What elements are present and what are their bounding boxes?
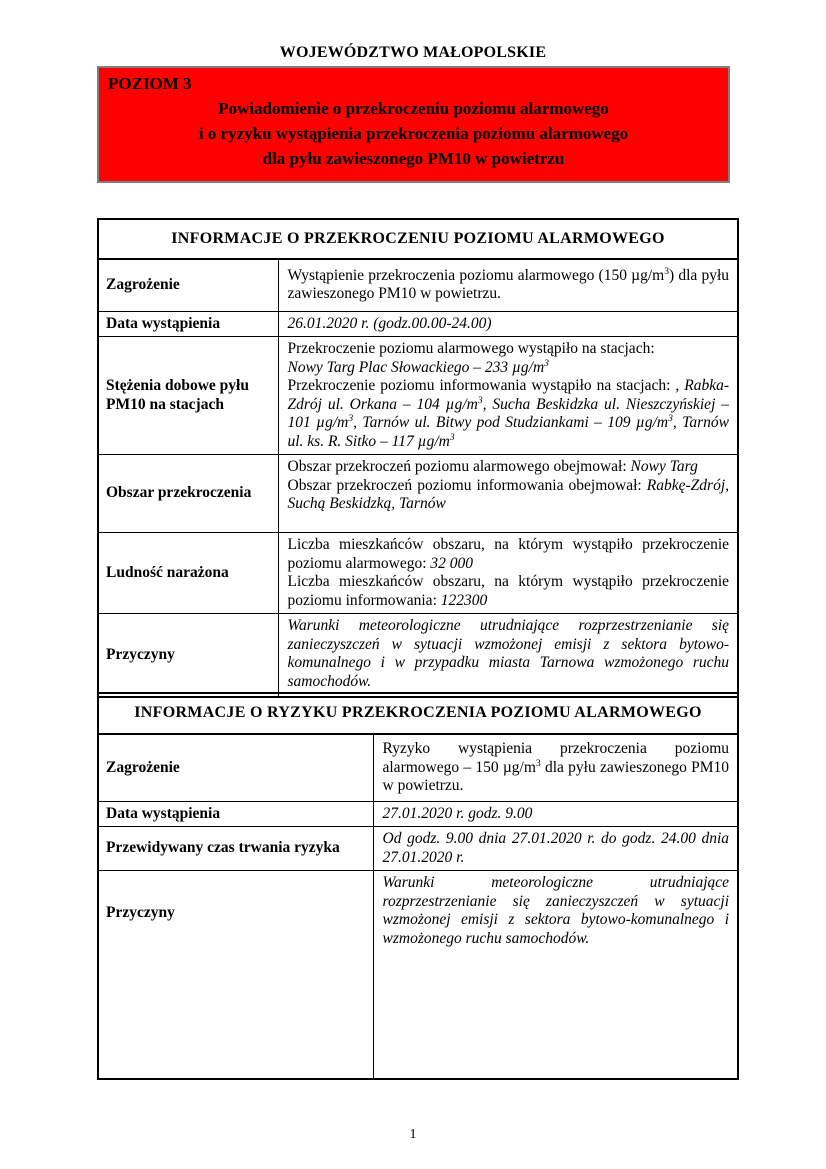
text-segment: Przekroczenie poziomu alarmowego wystąpiło na stacjach: <box>287 340 655 357</box>
risk-row-label-zagrozenie: Zagrożenie <box>98 734 373 801</box>
text-segment: 26.01.2020 r. (godz.00.00-24.00) <box>287 314 492 332</box>
text-segment: Obszar przekroczeń poziomu informowania obejmował: <box>287 476 647 494</box>
row-value-zagrozenie <box>278 259 738 311</box>
exceedance-info-table <box>97 218 739 698</box>
row-label-przyczyny: Przyczyny <box>98 614 278 697</box>
risk-table-title: INFORMACJE O RYZYKU PRZEKROCZENIA POZIOMU ALARMOWEGO <box>98 693 738 734</box>
text-segment: Liczba mieszkańców obszaru, na którym wystąpiło przekroczenie poziomu informowania: <box>287 573 730 609</box>
text-segment: Nowy Targ <box>630 458 698 475</box>
text-segment: Rabka-Zdrój ul. Orkana – 104 µg/m <box>287 377 730 413</box>
table-row <box>98 871 738 1079</box>
row-value-ludnosc-narazona <box>278 533 738 614</box>
text-segment: , Tarnów ul. ks. R. Sitko – 117 µg/m <box>287 414 730 450</box>
text-segment: 3 <box>664 265 669 277</box>
risk-row-value-czas-trwania <box>373 827 738 871</box>
text-segment: Nowy Targ Plac Słowackiego – 233 µg/m <box>287 358 545 376</box>
table-row <box>98 533 738 614</box>
banner-subtitle-line-1: Powiadomienie o przekroczeniu poziomu alarmowego <box>218 99 609 118</box>
alert-banner <box>97 66 730 183</box>
row-value-stezenia-dobowe <box>278 337 738 455</box>
text-segment: Warunki meteorologiczne utrudniające rozprzestrzenianie się zanieczyszczeń w sytuacji wzmożonej emisji z sektora bytowo-komunalnego i w przypadku miasta Tarnowa wzmożonego ruchu samochodów. <box>287 617 730 690</box>
row-value-przyczyny <box>278 614 738 697</box>
row-value-data-wystapienia <box>278 311 738 337</box>
text-segment: , Sucha Beskidzka ul. Nieszczyńskiej – 101 µg/m <box>287 395 730 431</box>
row-label-zagrozenie: Zagrożenie <box>98 259 278 311</box>
table-row <box>98 259 738 311</box>
text-segment: 3 <box>668 412 673 424</box>
alert-level-label: POZIOM 3 <box>108 74 192 93</box>
text-segment: 122300 <box>440 591 488 609</box>
row-value-obszar-przekroczenia <box>278 455 738 533</box>
exceedance-table-title: INFORMACJE O PRZEKROCZENIU POZIOMU ALARMOWEGO <box>98 219 738 259</box>
risk-row-label-przyczyny: Przyczyny <box>98 871 373 1079</box>
text-segment: 3 <box>544 357 549 369</box>
text-segment: , Tarnów ul. Bitwy pod Studziankami – 109 µg/m <box>353 414 669 431</box>
text-segment: 3 <box>477 394 483 406</box>
banner-subtitle-line-2: i o ryzyku wystąpienia przekroczenia poziomu alarmowego <box>198 124 629 143</box>
text-segment: 3 <box>449 431 455 443</box>
table-row <box>98 827 738 871</box>
risk-table-title-row <box>98 693 738 734</box>
text-segment: Rabkę-Zdrój, Suchą Beskidzką, Tarnów <box>287 476 730 512</box>
text-segment: Przekroczenie poziomu informowania wystąpiło na stacjach: , <box>287 377 680 394</box>
text-segment: 27.01.2020 r. godz. 9.00 <box>382 804 533 822</box>
text-segment: Ryzyko wystąpienia przekroczenia poziomu alarmowego – 150 µg/m <box>382 740 730 776</box>
text-segment: Obszar przekroczeń poziomu alarmowego obejmował: <box>287 458 631 475</box>
risk-row-value-przyczyny <box>373 871 738 1079</box>
row-label-ludnosc-narazona: Ludność narażona <box>98 533 278 614</box>
table-row <box>98 455 738 533</box>
text-segment: dla pyłu zawieszonego PM10 w powietrzu. <box>382 758 730 794</box>
risk-row-value-data-wystapienia <box>373 801 738 827</box>
table-row <box>98 801 738 827</box>
text-segment: Wystąpienie przekroczenia poziomu alarmowego (150 µg/m <box>287 266 665 284</box>
text-segment: Liczba mieszkańców obszaru, na którym wystąpiło przekroczenie poziomu alarmowego: <box>287 536 730 572</box>
table-row <box>98 337 738 455</box>
row-label-data-wystapienia: Data wystąpienia <box>98 311 278 337</box>
text-segment: 32 000 <box>430 554 474 572</box>
document-title: WOJEWÓDZTWO MAŁOPOLSKIE <box>279 44 547 61</box>
text-segment: ) dla pyłu zawieszonego PM10 w powietrzu. <box>287 266 730 303</box>
risk-info-table <box>97 692 739 1080</box>
page-number: 1 <box>409 1127 417 1142</box>
table-row <box>98 734 738 801</box>
risk-row-label-czas-trwania: Przewidywany czas trwania ryzyka <box>98 827 373 871</box>
text-segment: Warunki meteorologiczne utrudniające rozprzestrzenianie się zanieczyszczeń w sytuacji wzmożonej emisji z sektora bytowo-komunalnego i wzmożonego ruchu samochodów. <box>382 874 730 947</box>
row-label-obszar-przekroczenia: Obszar przekroczenia <box>98 455 278 533</box>
risk-row-label-data-wystapienia: Data wystąpienia <box>98 801 373 827</box>
table-row <box>98 311 738 337</box>
text-segment: Od godz. 9.00 dnia 27.01.2020 r. do godz. 24.00 dnia 27.01.2020 r. <box>382 830 730 866</box>
text-segment: 3 <box>348 412 354 424</box>
banner-subtitle-line-3: dla pyłu zawieszonego PM10 w powietrzu <box>262 149 565 168</box>
text-segment: 3 <box>535 757 541 769</box>
risk-row-value-zagrozenie <box>373 734 738 801</box>
table-row <box>98 614 738 697</box>
row-label-stezenia-dobowe: Stężenia dobowe pyłu PM10 na stacjach <box>98 337 278 455</box>
exceedance-table-title-row <box>98 219 738 259</box>
